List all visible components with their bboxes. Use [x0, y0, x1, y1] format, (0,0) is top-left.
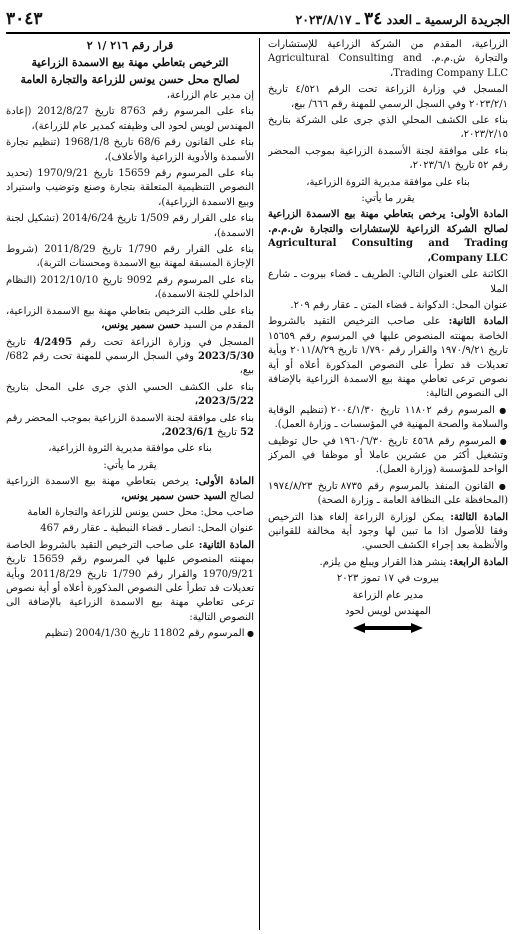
article-1: [268, 208, 508, 266]
bullet-item: ● المرسوم رقم 11802 تاريخ 2004/1/30 (تنظيم: [6, 627, 254, 641]
article-1: [6, 475, 254, 504]
paragraph: بناء على المرسوم رقم 9092 تاريخ 2012/10/10 (النظام الداخلي للجنة الاسمدة)،: [6, 274, 254, 301]
gazette-name: الجريدة الرسمية ـ العدد: [386, 12, 510, 27]
bullet-item: ● المرسوم رقم ٤٥٦٨ تاريخ ١٩٦٠/٦/٣٠ في حال توظيف وتشغيل أكثر من عشرين عاملا أو موظفا في المركز الواحد للمؤسسة (وزارة العمل).: [268, 435, 508, 478]
article-2: [268, 315, 508, 401]
paragraph: [6, 336, 254, 379]
paragraph: يقرر ما يأتي:: [103, 459, 157, 471]
text: وفي السجل الرسمي للمهنة تحت رقم 682/بيع،: [6, 350, 254, 377]
article-label: المادة الثانية:: [198, 539, 254, 551]
article-text: يمكن لوزارة الزراعة إلغاء هذا الترخيص وفقا للأصول اذا ما تبين لها وجود أية مخالفة للقوانين والأنظمة بعد إجراء الكشف الحسي.: [268, 511, 508, 552]
paragraph: الكائنة على العنوان التالي: الطريف ـ قضاء بيروت ـ شارع الملا: [268, 269, 508, 295]
text: بناء على موافقة لجنة الاسمدة الزراعية بموجب المحضر رقم: [6, 412, 254, 424]
left-column: [6, 38, 254, 932]
paragraph: بناء على المرسوم رقم 15659 تاريخ 1970/9/21 (تحديد النصوص التنظيمية المتعلقة بتجارة وصنع وتوضيب واستيراد وبيع الاسمدة الزراعية)،: [6, 168, 254, 208]
issue-date: ـ ٢٠٢٣/٨/١٧: [295, 12, 360, 27]
paragraph: بناء على المرسوم رقم 8763 تاريخ 2012/8/27 (إعادة المهندس لويس لحود الى وظيفته كمدير عام للزراعة)،: [6, 106, 254, 132]
paragraph: بناء على القرار رقم 1/790 تاريخ 2011/8/29 (شروط الإجازة المسبقة لمهنة بيع الاسمدة ومحسنات التربة)،: [6, 244, 254, 270]
article-text: على صاحب الترخيص التقيد بالشروط الخاصة بمهنته المنصوص عليها في المرسوم رقم ١٥٦٥٩ تاريخ ١٩٧٠/٩/٢١ والقرار رقم ١/٧٩٠ تاريخ ٢٠١١/٨/٢٩ وبأية تعديلات قد تطرأ على النصوص المذكورة أعلاه أو أية نصوص ترعى تعاطي مهنة بيع الاسمدة الزراعية بالإضافة الى النصوص التالية:: [268, 316, 508, 400]
signature-place-date: بيروت في ١٧ تموز ٢٠٢٣: [336, 573, 440, 585]
article-text: يرخص بتعاطي مهنة بيع الاسمدة الزراعية لصالح: [6, 476, 254, 502]
paragraph: بناء على موافقة مديرية الثروة الزراعية،: [306, 176, 470, 188]
page-header: [6, 6, 510, 34]
text: بناء على طلب الترخيص بتعاطي مهنة بيع الاسمدة الزراعية، المقدم من السيد: [6, 305, 254, 332]
text: تاريخ: [6, 336, 34, 348]
paragraph: إن مدير عام الزراعة،: [166, 90, 254, 101]
decision-number: قرار رقم ٢١٦ /١ ٢: [86, 39, 174, 52]
paragraph: بناء على الكشف المحلي الذي جرى على الشركة بتاريخ ٢٠٢٣/٢/١٥،: [268, 115, 508, 141]
text: المسجل في وزارة الزراعة تحت رقم: [72, 336, 254, 348]
paragraph: المسجل في وزارة الزراعة تحت الرقم ٤/٥٢١ تاريخ ٢٠٢٣/٢/١ وفي السجل الرسمي للمهنة رقم ٦٦٦/ بيع،: [268, 84, 508, 110]
registration-date: 2023/5/30: [197, 350, 254, 362]
article-label: المادة الثالثة:: [450, 511, 508, 523]
paragraph: بناء على القانون رقم 68/6 تاريخ 1968/1/8 (تنظيم تجارة الأسمدة والأدوية الزراعية والأعلاف)،: [6, 137, 254, 163]
article-label: المادة الثانية:: [448, 316, 508, 328]
text: تاريخ: [213, 426, 241, 438]
paragraph: عنوان المحل: انصار ـ قضاء النبطية ـ عقار رقم 467: [40, 523, 254, 535]
column-divider: [259, 38, 260, 930]
bullet-item: ● القانون المنفذ بالمرسوم رقم ٨٧٣٥ تاريخ ١٩٧٤/٨/٢٣ (المحافظة على النظافة العامة ـ وزارة الصحة): [268, 480, 508, 509]
article-text: يرخص بتعاطي مهنة بيع الاسمدة الزراعية لصالح الشركة الزراعية للإستشارات والتجارة ش.م.م. Agricultural Consulting and Trading Company LLC،: [268, 209, 508, 264]
decision-subtitle: لصالح محل حسن يونس للزراعة والتجارة العامة: [20, 73, 240, 86]
article-label: المادة الأولى:: [194, 476, 254, 488]
paragraph: [6, 381, 254, 410]
signature-name: المهندس لويس لحود: [345, 606, 431, 618]
article-text: ينشر هذا القرار ويبلغ من يلزم.: [319, 556, 450, 568]
minutes-number: 52: [240, 426, 254, 438]
bullet-item: ● المرسوم رقم ١١٨٠٢ تاريخ ٢٠٠٤/١/٣٠ (تنظيم الوقاية والسلامة والصحة المهنية في المؤسسات ـ وزارة العمل).: [268, 404, 508, 433]
page-number: ٣٠٤٣: [6, 9, 43, 29]
article-3: [268, 511, 508, 554]
end-arrow-icon: [353, 623, 423, 633]
paragraph: يقرر ما يأتي:: [361, 193, 415, 205]
gazette-title: [296, 9, 511, 29]
paragraph: [6, 412, 254, 441]
inspection-date: 2023/5/22،: [194, 396, 254, 408]
paragraph: بناء على موافقة لجنة الأسمدة الزراعية بموجب المحضر رقم ٥٢ تاريخ ٢٠٢٣/٦/١،: [268, 145, 508, 172]
article-label: المادة الرابعة:: [449, 556, 508, 568]
paragraph: صاحب محل: محل حسن يونس للزراعة والتجارة العامة: [27, 506, 254, 518]
paragraph: بناء على القرار رقم 1/509 تاريخ 2014/6/24 (تشكيل لجنة الاسمدة)،: [6, 213, 254, 239]
paragraph: عنوان المحل: الدكوانة ـ قضاء المتن ـ عقار رقم ٢٠٩.: [290, 299, 508, 311]
licensee-name: السيد حسن سمير يونس،: [120, 490, 227, 502]
paragraph: بناء على موافقة مديرية الثروة الزراعية،: [48, 443, 212, 455]
paragraph: [6, 305, 254, 334]
article-2: [6, 539, 254, 625]
article-label: المادة الأولى:: [450, 209, 508, 221]
applicant-name: حسن سمير يونس،: [101, 320, 181, 332]
paragraph: الزراعية، المقدم من الشركة الزراعية للإستشارات والتجارة ش.م.م. Agricultural Consulting and Trading Company LLC،: [268, 39, 508, 79]
registration-number: 4/2495: [33, 336, 73, 348]
issue-number: ٣٤: [364, 9, 383, 29]
article-text: على صاحب الترخيص التقيد بالشروط الخاصة بمهنته المنصوص عليها في المرسوم رقم 15659 تاريخ 1970/9/21 والقرار رقم 1/790 تاريخ 2011/8/29 وبأية تعديلات قد تطرأ على النصوص المذكورة أعلاه أو أية نصوص ترعى تعاطي مهنة بيع الاسمدة الزراعية بالإضافة الى النصوص التالية:: [6, 539, 254, 623]
article-4: [268, 556, 508, 570]
right-column: [268, 38, 508, 932]
signature-title: مدير عام الزراعة: [352, 589, 424, 601]
decision-title: الترخيص بتعاطي مهنة بيع الاسمدة الزراعية: [31, 56, 229, 69]
minutes-date: 2023/6/1،: [161, 426, 214, 438]
text: بناء على الكشف الحسي الذي جرى على المحل بتاريخ: [6, 381, 254, 393]
